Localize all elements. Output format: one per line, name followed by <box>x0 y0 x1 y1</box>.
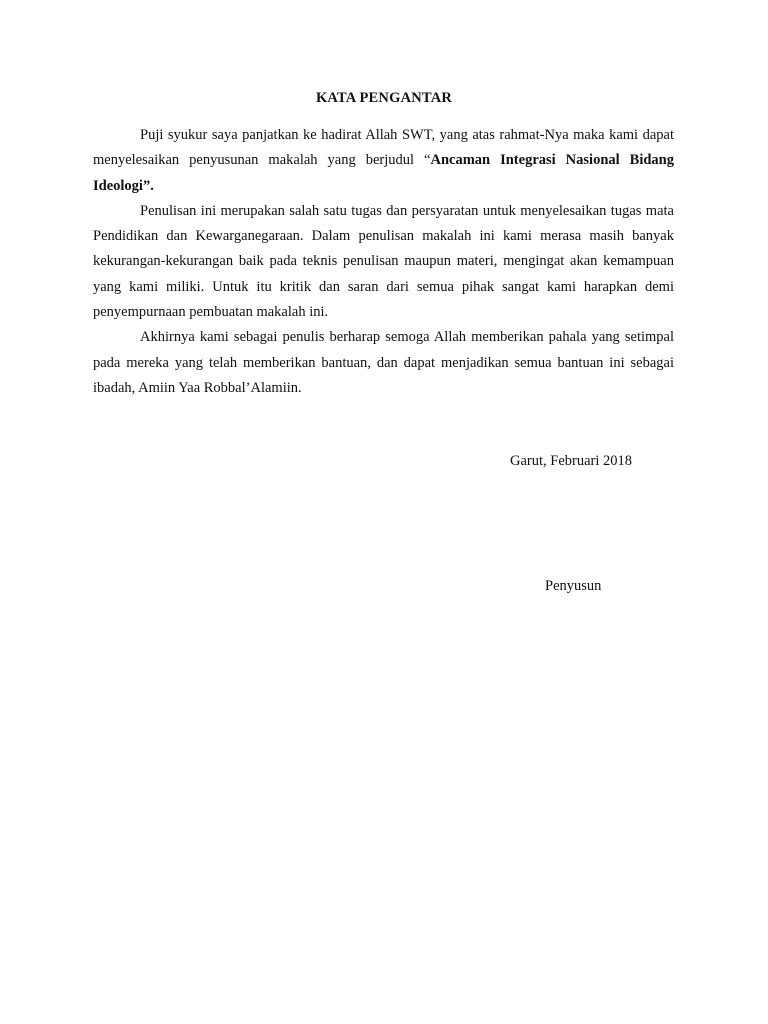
place-date: Garut, Februari 2018 <box>510 453 633 469</box>
paragraph-2: Penulisan ini merupakan salah satu tugas dan persyaratan untuk menyelesaikan tugas mata Pendidikan dan Kewarganegaraan. Dalam penulisan makalah ini kami merasa masih banyak kekurangan-kekurangan baik pada teknis penulisan maupun materi, mengingat akan kemampuan yang kami miliki. Untuk itu kritik dan saran dari semua pihak sangat kami harapkan demi penyempurnaan pembuatan makalah ini. <box>93 202 674 321</box>
paper-title-bold: Ancaman Integrasi Nasional Bidang Ideologi”. <box>93 152 674 194</box>
page-title: KATA PENGANTAR <box>315 90 453 106</box>
signer-label: Penyusun <box>545 578 602 594</box>
paragraph-3: Akhirnya kami sebagai penulis berharap semoga Allah memberikan pahala yang setimpal pada mereka yang telah memberikan bantuan, dan dapat menjadikan semua bantuan ini sebagai ibadah, Amiin Yaa Robbal’Alamiin. <box>93 329 674 396</box>
paragraph-1 <box>93 123 674 199</box>
body-text <box>93 123 674 401</box>
paragraph-1-text: Puji syukur saya panjatkan ke hadirat Allah SWT, yang atas rahmat-Nya maka kami dapat menyelesaikan penyusunan makalah yang berjudul “ <box>93 127 674 169</box>
